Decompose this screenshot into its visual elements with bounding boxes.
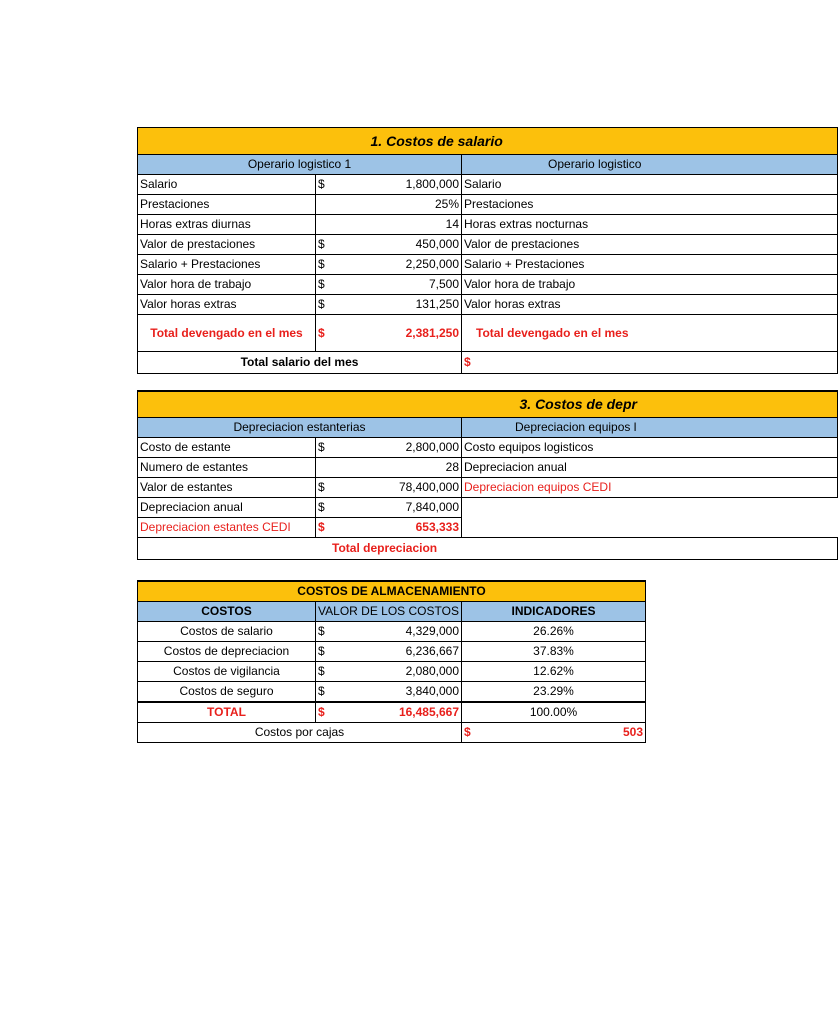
row-label-2: Depreciacion anual <box>462 458 838 478</box>
row-value: 2,080,000 <box>340 662 462 682</box>
row-currency: $ <box>316 642 340 662</box>
row-label-2: Costo equipos logisticos <box>462 438 838 458</box>
depreciacion-row <box>138 478 838 498</box>
header-valor: VALOR DE LOS COSTOS <box>316 602 462 622</box>
total-devengado-value: 2,381,250 <box>340 315 462 352</box>
cajas-label: Costos por cajas <box>138 723 462 743</box>
depreciacion-table <box>137 390 838 560</box>
depreciacion-header-row <box>138 418 838 438</box>
depreciacion-total-row <box>138 538 838 560</box>
row-value: 3,840,000 <box>340 682 462 703</box>
row-label-2 <box>462 498 838 518</box>
row-label: Valor horas extras <box>138 295 316 315</box>
total-devengado-label: Total devengado en el mes <box>138 315 316 352</box>
almacenamiento-total-row <box>138 702 646 723</box>
depreciacion-row <box>138 498 838 518</box>
row-currency: $ <box>316 295 340 315</box>
row-value: 28 <box>340 458 462 478</box>
salario-row <box>138 295 838 315</box>
row-label-2: Valor hora de trabajo <box>462 275 838 295</box>
row-value: 450,000 <box>340 235 462 255</box>
row-currency: $ <box>316 662 340 682</box>
almacenamiento-title: COSTOS DE ALMACENAMIENTO <box>138 581 646 602</box>
depreciacion-row <box>138 438 838 458</box>
depreciacion-col2-header: Depreciacion equipos l <box>462 418 838 438</box>
row-label: Salario <box>138 175 316 195</box>
depreciacion-title: 3. Costos de depr <box>462 391 838 418</box>
row-currency: $ <box>316 478 340 498</box>
row-label: Salario + Prestaciones <box>138 255 316 275</box>
header-costos: COSTOS <box>138 602 316 622</box>
row-value: 6,236,667 <box>340 642 462 662</box>
row-label: Costos de vigilancia <box>138 662 316 682</box>
almacenamiento-row <box>138 642 646 662</box>
row-currency: $ <box>316 682 340 703</box>
depreciacion-title-left <box>138 391 462 418</box>
cedi-empty <box>462 518 838 538</box>
almacenamiento-row <box>138 622 646 642</box>
total-label: TOTAL <box>138 702 316 723</box>
row-currency: $ <box>316 235 340 255</box>
row-value: 25% <box>340 195 462 215</box>
cajas-value-cell <box>462 723 646 743</box>
depreciacion-cedi-row <box>138 518 838 538</box>
total-depreciacion-label: Total depreciacion <box>138 538 838 560</box>
depreciacion-row <box>138 458 838 478</box>
total-indicator: 100.00% <box>462 702 646 723</box>
salario-col2-header: Operario logistico <box>462 155 838 175</box>
salario-row <box>138 255 838 275</box>
almacenamiento-row <box>138 682 646 703</box>
salario-col1-header: Operario logistico 1 <box>138 155 462 175</box>
row-label: Depreciacion anual <box>138 498 316 518</box>
total-mes-currency: $ <box>462 352 838 374</box>
row-label-2: Prestaciones <box>462 195 838 215</box>
row-value: 7,840,000 <box>340 498 462 518</box>
depreciacion-table-viewport <box>137 390 768 564</box>
salario-row <box>138 215 838 235</box>
row-currency: $ <box>316 175 340 195</box>
row-label: Costos de seguro <box>138 682 316 703</box>
row-value: 2,250,000 <box>340 255 462 275</box>
row-label-2: Horas extras nocturnas <box>462 215 838 235</box>
salario-title-right <box>370 128 838 155</box>
row-currency: $ <box>316 622 340 642</box>
row-currency <box>316 458 340 478</box>
row-value: 78,400,000 <box>340 478 462 498</box>
salario-row <box>138 235 838 255</box>
almacenamiento-cajas-row <box>138 723 646 743</box>
salario-row <box>138 275 838 295</box>
almacenamiento-table <box>137 580 646 743</box>
cajas-value: 503 <box>623 725 644 739</box>
almacenamiento-title-row <box>138 581 646 602</box>
row-indicator: 23.29% <box>462 682 646 703</box>
salario-row <box>138 195 838 215</box>
row-label: Costo de estante <box>138 438 316 458</box>
salario-title-row <box>138 128 838 155</box>
row-label-2: Valor horas extras <box>462 295 838 315</box>
salario-total-devengado-row <box>138 315 838 352</box>
row-label-2: Valor de prestaciones <box>462 235 838 255</box>
salario-table <box>137 127 838 374</box>
row-label: Prestaciones <box>138 195 316 215</box>
row-value: 7,500 <box>340 275 462 295</box>
row-value: 131,250 <box>340 295 462 315</box>
row-label: Valor de prestaciones <box>138 235 316 255</box>
row-label-2: Depreciacion equipos CEDI <box>462 478 838 498</box>
row-currency <box>316 215 340 235</box>
cedi-label: Depreciacion estantes CEDI <box>138 518 316 538</box>
row-currency <box>316 195 340 215</box>
header-indicadores: INDICADORES <box>462 602 646 622</box>
row-label: Valor hora de trabajo <box>138 275 316 295</box>
row-indicator: 26.26% <box>462 622 646 642</box>
salario-total-mes-row <box>138 352 838 374</box>
row-indicator: 12.62% <box>462 662 646 682</box>
row-value: 4,329,000 <box>340 622 462 642</box>
cedi-value: 653,333 <box>340 518 462 538</box>
row-label: Horas extras diurnas <box>138 215 316 235</box>
depreciacion-title-row <box>138 391 838 418</box>
row-label-2: Salario + Prestaciones <box>462 255 838 275</box>
row-currency: $ <box>316 438 340 458</box>
almacenamiento-header-row <box>138 602 646 622</box>
cedi-currency: $ <box>316 518 340 538</box>
row-currency: $ <box>316 498 340 518</box>
row-label: Numero de estantes <box>138 458 316 478</box>
row-currency: $ <box>316 275 340 295</box>
row-label-2: Salario <box>462 175 838 195</box>
total-value: 16,485,667 <box>340 702 462 723</box>
row-indicator: 37.83% <box>462 642 646 662</box>
total-devengado-label-2: Total devengado en el mes <box>462 315 838 352</box>
row-value: 14 <box>340 215 462 235</box>
row-label: Costos de depreciacion <box>138 642 316 662</box>
total-currency: $ <box>316 702 340 723</box>
row-label: Valor de estantes <box>138 478 316 498</box>
row-currency: $ <box>316 255 340 275</box>
salario-title: 1. Costos de salario <box>370 132 503 149</box>
row-value: 2,800,000 <box>340 438 462 458</box>
depreciacion-col1-header: Depreciacion estanterias <box>138 418 462 438</box>
salario-table-viewport <box>137 127 768 373</box>
total-mes-label: Total salario del mes <box>138 352 462 374</box>
almacenamiento-row <box>138 662 646 682</box>
salario-row <box>138 175 838 195</box>
salario-header-row <box>138 155 838 175</box>
cajas-value-wrap <box>462 724 645 741</box>
cajas-currency: $ <box>464 725 471 739</box>
row-label: Costos de salario <box>138 622 316 642</box>
row-value: 1,800,000 <box>340 175 462 195</box>
total-devengado-currency: $ <box>316 315 340 352</box>
